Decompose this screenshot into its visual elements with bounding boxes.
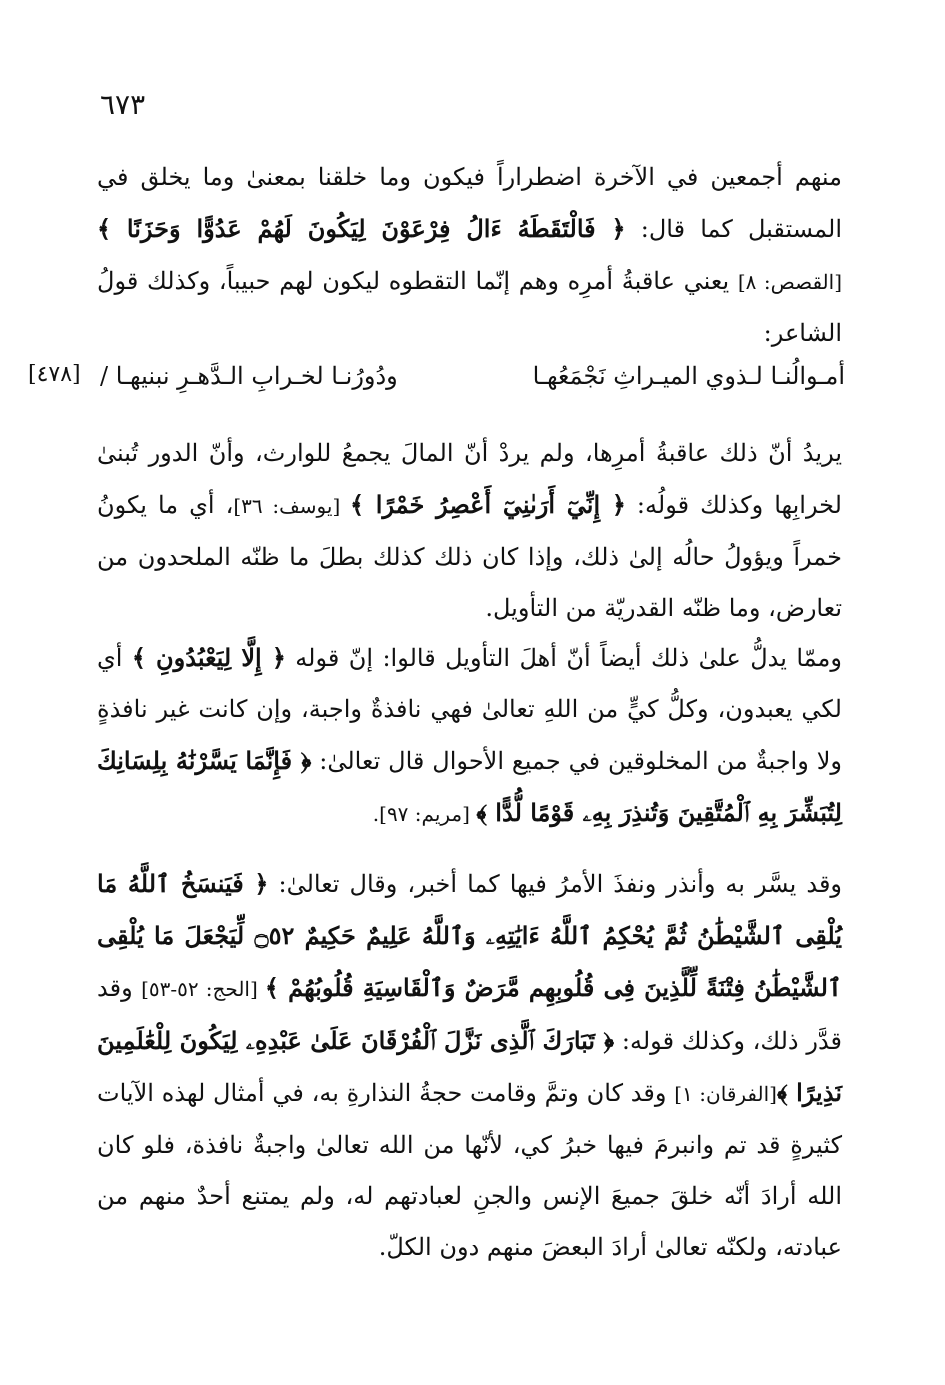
quran-verse-yusuf: ﴿ إِنِّيٓ أَرَىٰنِيٓ أَعْصِرُ خَمْرًا ﴾ <box>349 490 626 519</box>
paragraph-1 <box>97 152 842 359</box>
paragraph-2-text-after: ، أي ما يكونُ خمراً ويؤولُ حالُه إلىٰ ذلك، وإذا كان ذلك كذلك بطلَ ما ظنّه الملحدون من تعارض، وما ظنّه القدريّة من التأويل. <box>97 491 842 622</box>
citation-qasas: [القصص: ٨] <box>737 270 843 294</box>
quran-verse-dhariyat: ﴿ إِلَّا لِيَعْبُدُونِ ﴾ <box>131 643 286 672</box>
paragraph-3-text-middle: أي لكي يعبدون، وكلُّ كيٍّ من اللهِ تعالىٰ فهي نافذةٌ واجبة، وإن كانت غير نافذةٍ ولا واجبةٌ من المخلوقين في جميع الأحوال قال تعالىٰ: <box>97 644 842 775</box>
paragraph-4-text-before: وقد يسَّر به وأنذر ونفذَ الأمرُ فيها كما أخبر، وقال تعالىٰ: <box>268 870 843 898</box>
paragraph-3-text-before: وممّا يدلُّ علىٰ ذلك أيضاً أنّ أهلَ التأويل قالوا: إنّ قوله <box>285 644 842 672</box>
citation-hajj: [الحج: ٥٢-٥٣] <box>141 977 265 1001</box>
paragraph-2-text-before: يريدُ أنّ ذلك عاقبةُ أمرِها، ولم يردْ أنّ المالَ يجمعُ للوارث، وأنّ الدور تُبنىٰ لخرابِها وكذلك قولُه: <box>97 439 842 519</box>
quran-verse-qasas: ﴿ فَالْتَقَطَهُ ءَالُ فِرْعَوْنَ لِيَكُونَ لَهُمْ عَدُوًّا وَحَزَنًا ﴾ <box>97 214 626 243</box>
poem-second-hemistich: ودُورُنـا لخـرابِ الـدَّهـرِ نبنيهـا / <box>100 362 398 390</box>
paragraph-4 <box>97 858 842 1273</box>
citation-maryam: [مريم: ٩٧]. <box>372 802 477 826</box>
citation-furqan: [الفرقان: ١] <box>674 1082 777 1106</box>
paragraph-3 <box>97 632 842 840</box>
paragraph-1-text-after: يعني عاقبةُ أمرِه وهم إنّما التقطوه ليكون لهم حبيباً، وكذلك قولُ الشاعر: <box>97 267 842 347</box>
paragraph-4-text-after: وقد كان وتمَّ وقامت حجةُ النذارةِ به، في أمثال لهذه الآيات كثيرةٍ قد تم وانبرمَ فيها خبرُ كي، لأنّها من الله تعالىٰ واجبةٌ نافذة، فلو كان الله أرادَ أنّه خلقَ جميعَ الإنس والجنِ لعبادتهم له، ولم يمتنع أحدٌ منهم من عبادته، ولكنّه تعالىٰ أرادَ البعضَ منهم دون الكلّ. <box>97 1079 842 1261</box>
poem-first-hemistich: أمـوالُنـا لـذوي الميـراثِ نَجْمَعُهـا <box>532 362 845 390</box>
poem-verse <box>100 362 845 412</box>
paragraph-2 <box>97 428 842 634</box>
citation-yusuf: [يوسف: ٣٦] <box>233 494 350 518</box>
quran-verse-furqan: ﴿ تَبَارَكَ ٱلَّذِى نَزَّلَ ٱلْفُرْقَانَ عَلَىٰ عَبْدِهِۦ لِيَكُونَ لِلْعَٰلَمِينَ نَذِيرًا ﴾ <box>97 1026 843 1107</box>
quran-verse-hajj: ﴿ فَيَنسَخُ ٱللَّهُ مَا يُلْقِى ٱلشَّيْطَٰنُ ثُمَّ يُحْكِمُ ٱللَّهُ ءَايَٰتِهِۦ وَٱللَّهُ عَلِيمٌ حَكِيمٌ ۝٥٢ لِّيَجْعَلَ مَا يُلْقِى ٱلشَّيْطَٰنُ فِتْنَةً لِّلَّذِينَ فِى قُلُوبِهِم مَّرَضٌ وَٱلْقَاسِيَةِ قُلُوبُهُمْ ﴾ <box>97 869 842 1002</box>
quran-verse-maryam: ﴿ فَإِنَّمَا يَسَّرْنَٰهُ بِلِسَانِكَ لِتُبَشِّرَ بِهِ ٱلْمُتَّقِينَ وَتُنذِرَ بِهِۦ قَوْمًا لُّدًّا ﴾ <box>97 746 842 827</box>
paragraph-1-text-before: منهم أجمعين في الآخرة اضطراراً فيكون وما خلقنا بمعنىٰ وما يخلق في المستقبل كما قال: <box>97 163 843 243</box>
paragraph-4-text-middle: وقد قدَّر ذلك، وكذلك قوله: <box>97 974 843 1055</box>
page-number: ٦٧٣ <box>100 88 146 121</box>
manuscript-page-ref: [٤٧٨] <box>28 362 81 387</box>
